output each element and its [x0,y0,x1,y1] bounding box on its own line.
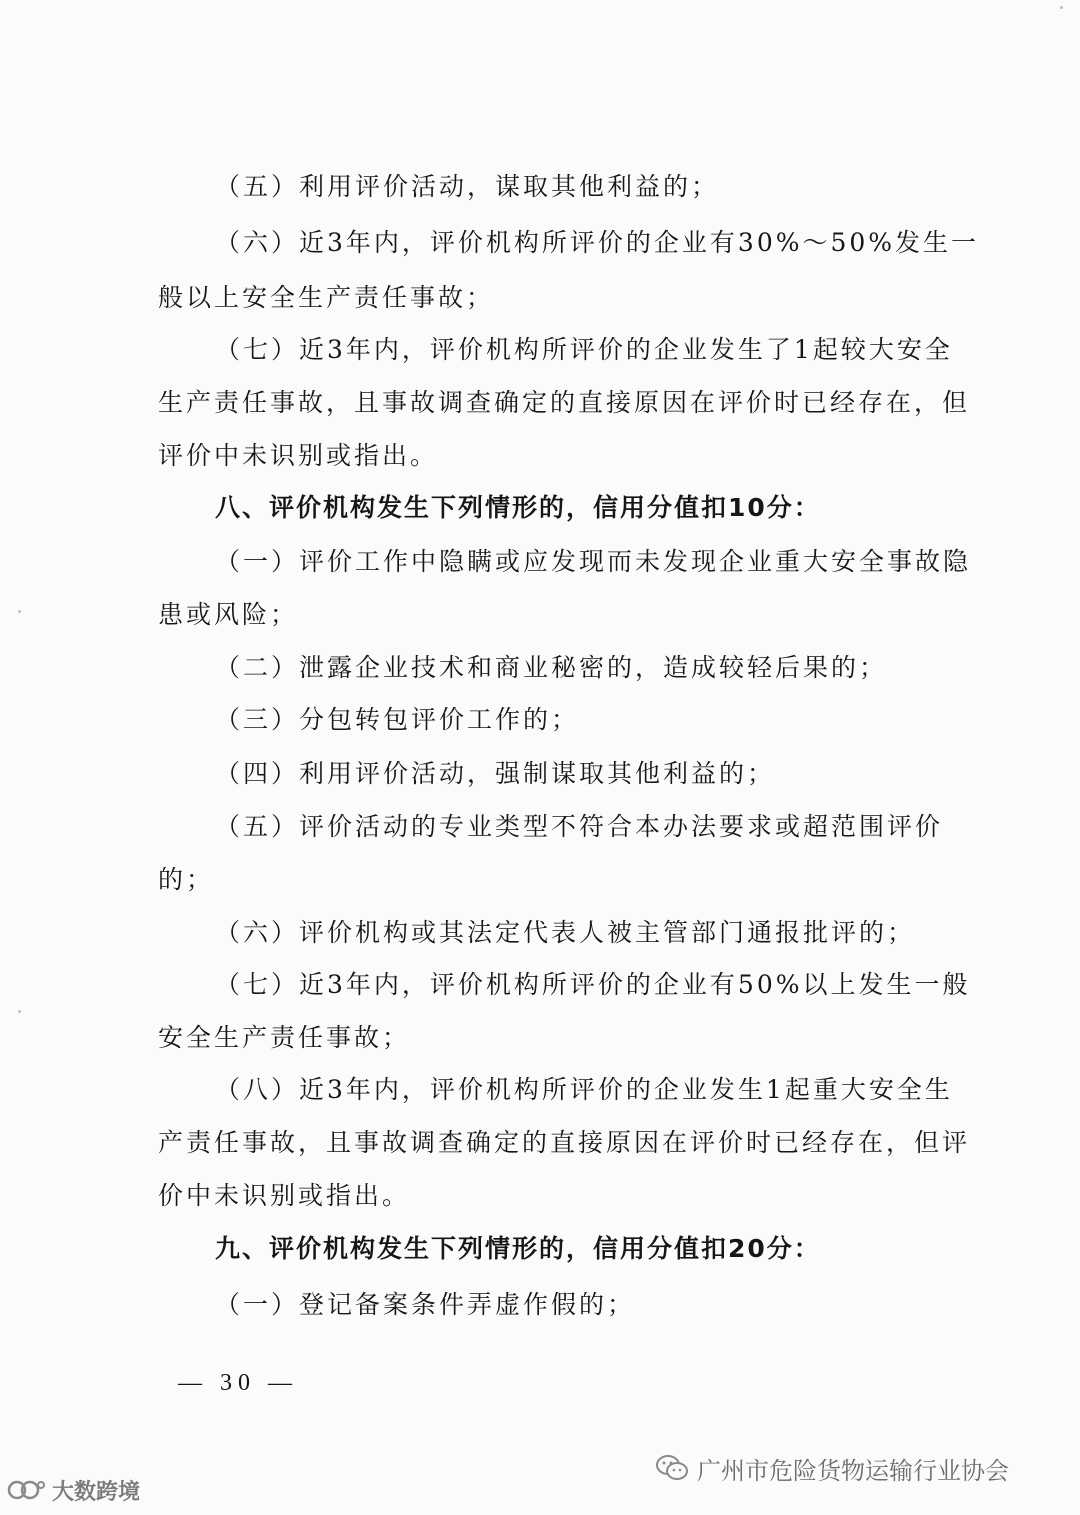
scan-speck [18,610,21,613]
line-text: （五）利用评价活动，谋取其他利益的； [215,172,720,201]
section-heading [0,1222,1080,1276]
page-number: — 30 — [178,1370,298,1396]
watermark-right [655,1448,1009,1488]
line-text: （七）近3年内，评价机构所评价的企业发生了1起较大安全 [215,335,953,364]
scan-speck [1060,6,1063,9]
line-text: （六）近3年内，评价机构所评价的企业有30%～50%发生一 [215,228,980,257]
watermark-right-text: 广州市危险货物运输行业协会 [697,1456,1009,1485]
line-text: 生产责任事故，且事故调查确定的直接原因在评价时已经存在，但 [158,388,971,417]
text-line [0,1169,1080,1223]
line-text: （一）评价工作中隐瞒或应发现而未发现企业重大安全事故隐 [215,547,972,576]
line-text: （一）登记备案条件弄虚作假的； [215,1290,636,1319]
line-text: 八、评价机构发生下列情形的，信用分值扣10分： [215,493,821,522]
text-line [0,1278,1080,1332]
line-text: 安全生产责任事故； [158,1023,411,1052]
text-line [0,535,1080,589]
line-text: 评价中未识别或指出。 [158,441,439,470]
scan-speck [18,1010,21,1013]
text-line [0,271,1080,325]
section-heading [0,481,1080,535]
line-text: （二）泄露企业技术和商业秘密的，造成较轻后果的； [215,653,888,682]
line-text: 产责任事故，且事故调查确定的直接原因在评价时已经存在，但评 [158,1128,971,1157]
text-line [0,641,1080,695]
line-text: （七）近3年内，评价机构所评价的企业有50%以上发生一般 [215,970,971,999]
watermark-left-text: 大数跨境 [52,1479,141,1505]
text-line [0,747,1080,801]
text-line [0,1063,1080,1117]
watermark-left [6,1472,140,1508]
text-line [0,429,1080,483]
text-line [0,958,1080,1012]
line-text: 价中未识别或指出。 [158,1181,411,1210]
logo-icon [6,1477,46,1503]
text-line [0,216,1080,270]
line-text: （三）分包转包评价工作的； [215,705,580,734]
text-line [0,1116,1080,1170]
text-line [0,1011,1080,1065]
line-text: 九、评价机构发生下列情形的，信用分值扣20分： [215,1234,821,1263]
text-line [0,588,1080,642]
text-line [0,906,1080,960]
line-text: 患或风险； [158,600,299,629]
text-line [0,323,1080,377]
text-line [0,853,1080,907]
text-line [0,800,1080,854]
line-text: （八）近3年内，评价机构所评价的企业发生1起重大安全生 [215,1075,953,1104]
line-text: （四）利用评价活动，强制谋取其他利益的； [215,759,776,788]
line-text: （六）评价机构或其法定代表人被主管部门通报批评的； [215,918,916,947]
line-text: 般以上安全生产责任事故； [158,283,495,312]
line-text: （五）评价活动的专业类型不符合本办法要求或超范围评价 [215,812,944,841]
text-line [0,693,1080,747]
text-line [0,160,1080,214]
text-line [0,376,1080,430]
wechat-icon [655,1454,689,1482]
line-text: 的； [158,865,215,894]
